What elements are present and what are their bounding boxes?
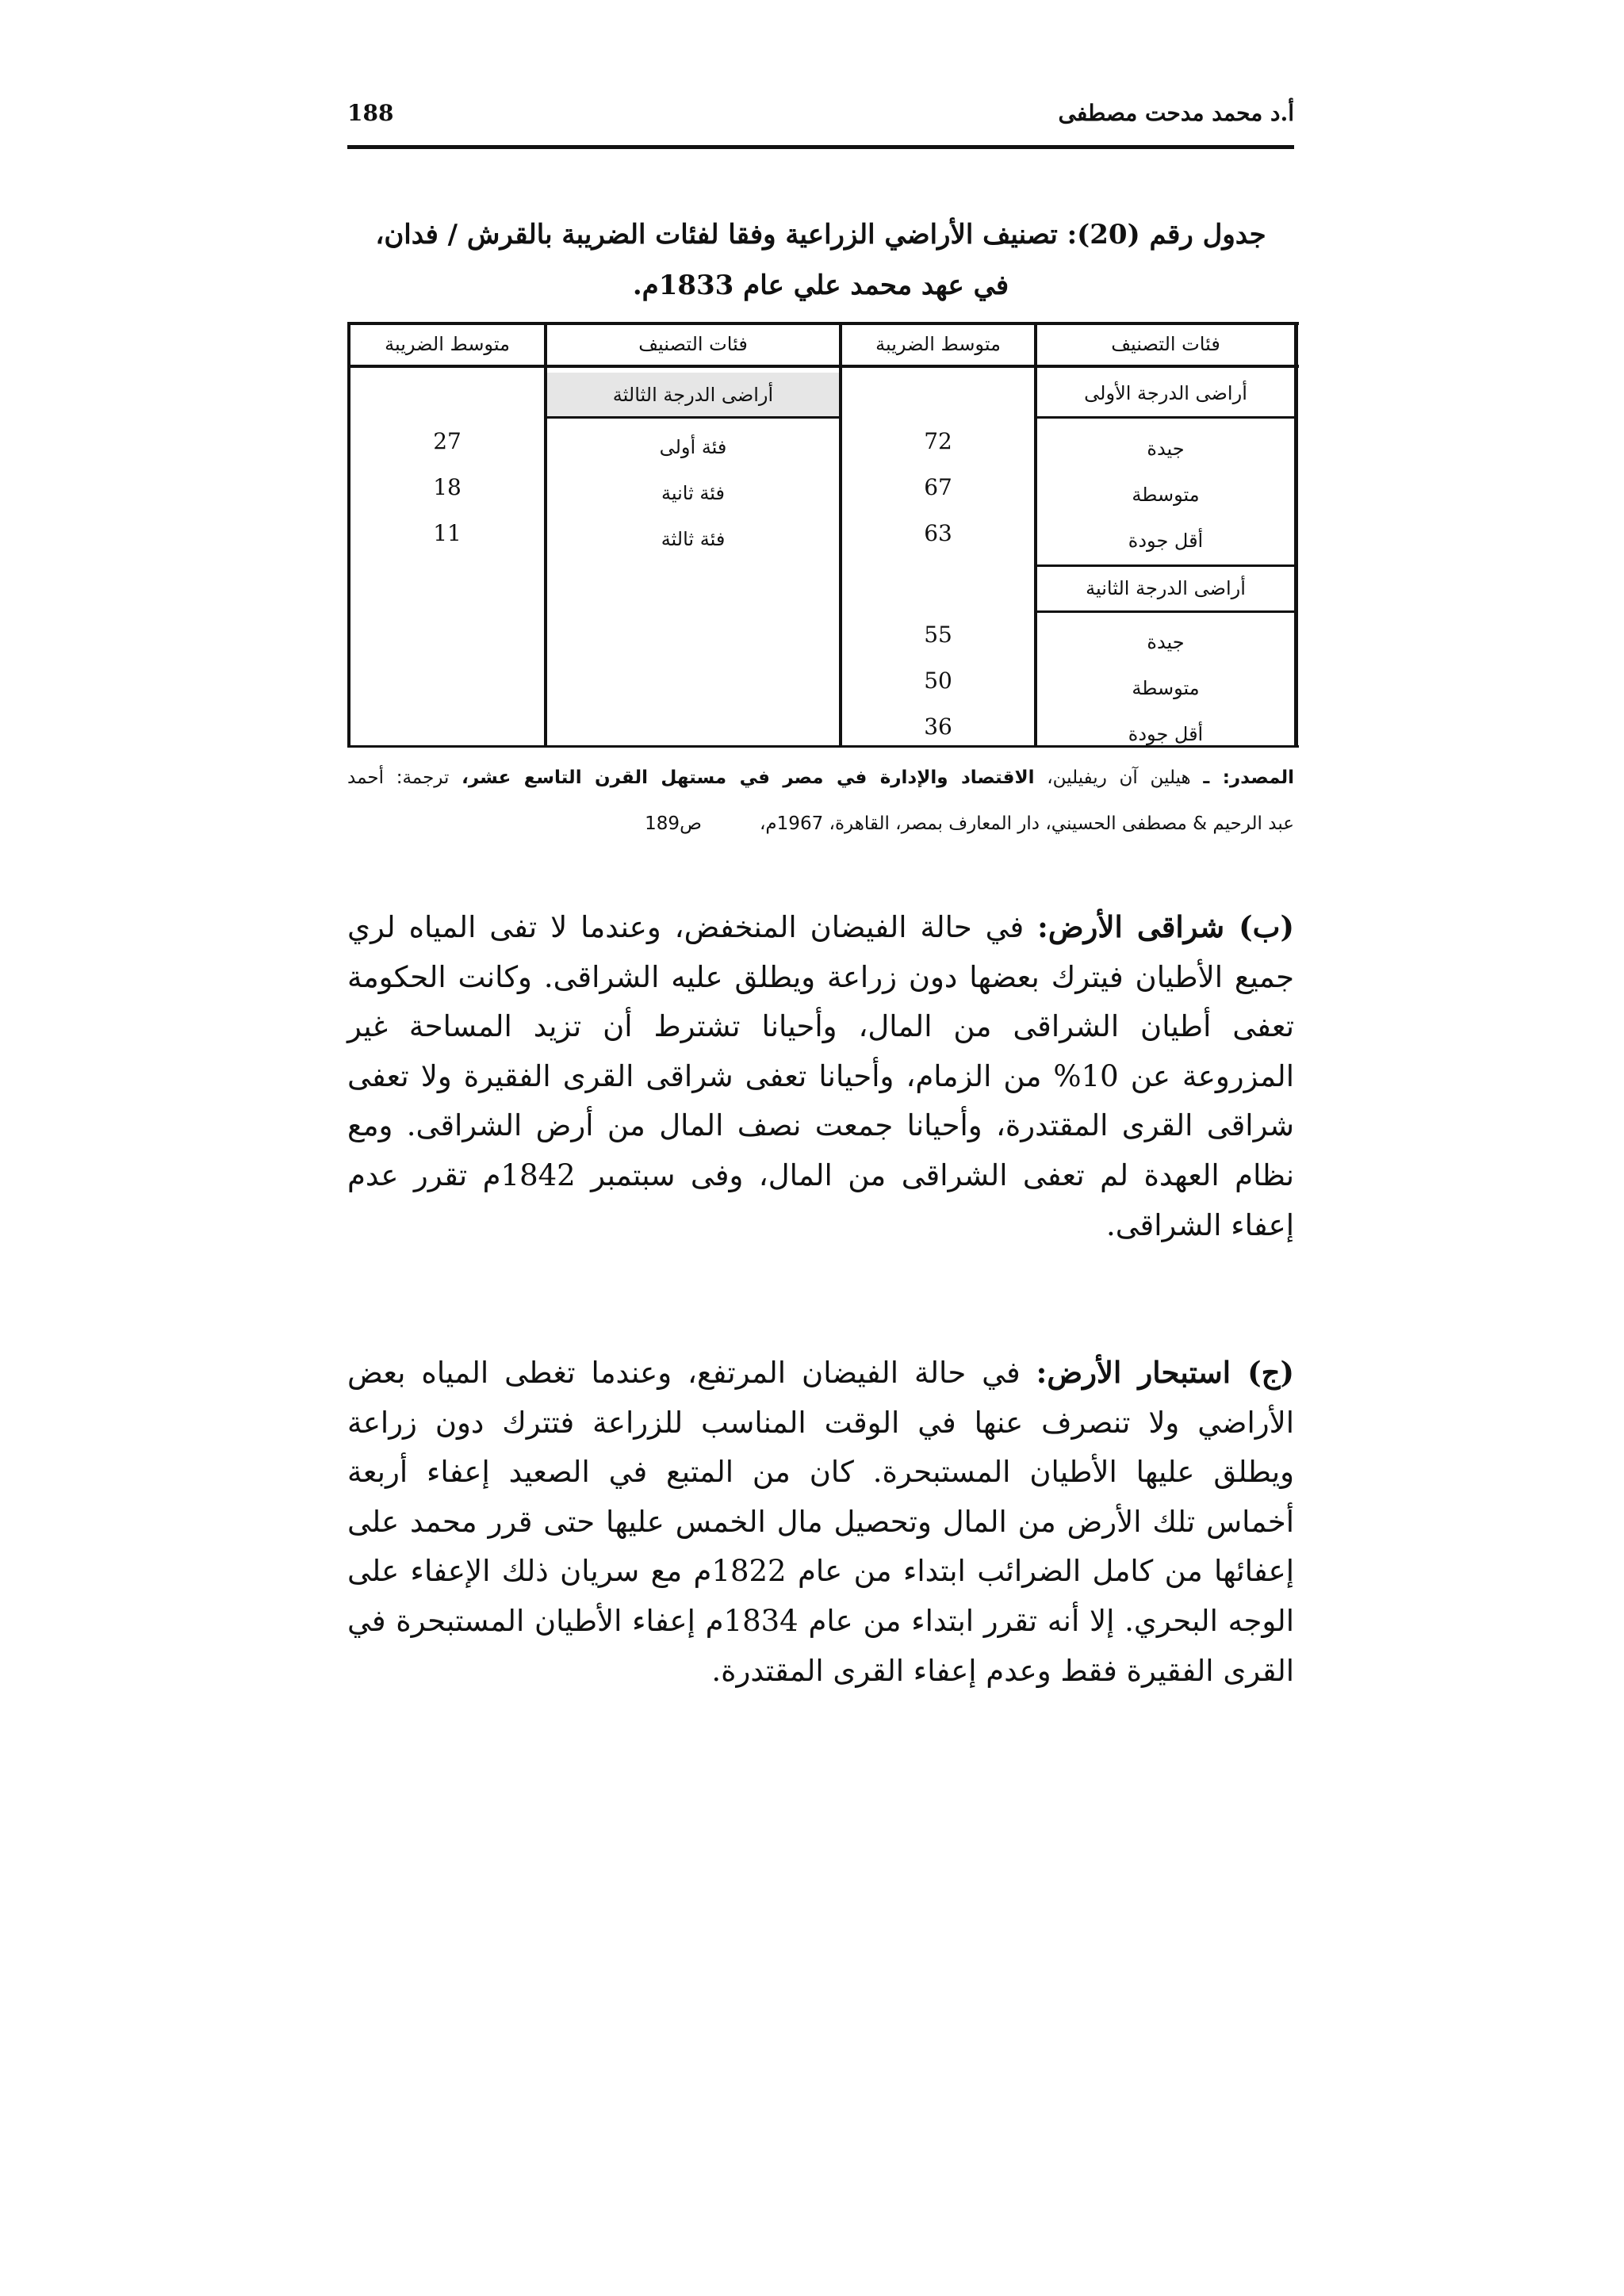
table-row-tax: 72 xyxy=(924,427,952,454)
paragraph-body: في حالة الفيضان المرتفع، وعندما تغطى المياه بعض الأراضي ولا تنصرف عنها في الوقت المناسب للزراعة فتترك دون زراعة ويطلق عليها الأطيان المستبحرة. كان من المتبع في الصعيد إعفاء أربعة أخماس تلك الأرض من المال وتحصيل مال الخمس عليها حتى قرر محمد على إعفائها من كامل الضرائب ابتداء من عام 1822م مع سريان ذلك الإعفاء على الوجه البحري. إلا أنه تقرر ابتداء من عام 1834م إعفاء الأطيان المستبحرة في القرى الفقيرة فقط وعدم إعفاء القرى المقتدرة. xyxy=(347,1356,1295,1688)
table-row-category: جيدة xyxy=(1147,631,1185,653)
paragraph-body: في حالة الفيضان المنخفض، وعندما لا تفى المياه لري جميع الأطيان فيترك بعضها دون زراعة ويطلق عليه الشراقى. وكانت الحكومة تعفى أطيان الشراقى من المال، وأحيانا تشترط أن تزيد المساحة غير المزروعة عن 10% من الزمام، وأحيانا تعفى شراقى القرى الفقيرة ولا تعفى شراقى القرى المقتدرة، وأحيانا جمعت نصف المال من أرض الشراقى. ومع نظام العهدة لم تعفى الشراقى من المال، وفى سبتمبر 1842م تقرر عدم إعفاء الشراقى. xyxy=(347,910,1294,1242)
table-row-category: متوسطة xyxy=(1132,677,1200,699)
paragraph-heading: (ب) شراقى الأرض: xyxy=(1037,909,1294,944)
group-box-line xyxy=(1037,564,1294,567)
table-row-category: متوسطة xyxy=(1132,484,1200,506)
table-row-category: جيدة xyxy=(1147,438,1185,460)
table-row-tax: 27 xyxy=(433,427,462,454)
table-row-category: فئة ثالثة xyxy=(661,528,726,550)
source-author: هيلين آن ريفيلين، xyxy=(1047,767,1191,788)
page-number: 188 xyxy=(347,100,394,126)
table-caption-line1: جدول رقم (20): تصنيف الأراضي الزراعية وفقا لفئات الضريبة بالقرش / فدان، xyxy=(375,219,1266,251)
group-header-second-grade: أراضى الدرجة الثانية xyxy=(1086,577,1246,599)
table-row-tax: 18 xyxy=(433,473,462,500)
table-row-category: فئة أولى xyxy=(659,436,727,458)
running-head: أ.د محمد مدحت مصطفى xyxy=(1058,100,1294,126)
group-box-line xyxy=(1037,416,1294,419)
table-row-tax: 67 xyxy=(924,473,952,500)
col-header-category-1: فئات التصنيف xyxy=(1111,333,1220,355)
source-publisher: عبد الرحيم & مصطفى الحسيني، دار المعارف بمصر، القاهرة، 1967م، xyxy=(760,813,1294,834)
col-header-tax-2: متوسط الضريبة xyxy=(385,333,510,355)
group-header-first-grade: أراضى الدرجة الأولى xyxy=(1084,382,1247,404)
group-header-third-grade: أراضى الدرجة الثالثة xyxy=(547,373,839,416)
source-note-line2 xyxy=(347,813,1294,834)
source-book-title: الاقتصاد والإدارة في مصر في مستهل القرن التاسع عشر، xyxy=(462,767,1035,788)
source-translation: ترجمة: أحمد xyxy=(347,767,450,788)
paragraph-istibhar xyxy=(347,1348,1294,1696)
paragraph-heading: (ج) استبحار الأرض: xyxy=(1036,1355,1295,1390)
table-row-tax: 55 xyxy=(924,621,952,648)
table-row-tax: 36 xyxy=(924,713,952,740)
group-box-line xyxy=(547,416,839,419)
table-caption-line2: في عهد محمد علي عام 1833م. xyxy=(632,270,1009,301)
table-row-category: أقل جودة xyxy=(1128,723,1204,745)
source-note-line1 xyxy=(347,767,1294,788)
table-row-tax: 11 xyxy=(433,519,462,546)
page-header xyxy=(347,100,1294,151)
table-row-tax: 63 xyxy=(924,519,952,546)
col-header-tax-1: متوسط الضريبة xyxy=(875,333,1001,355)
table-vline xyxy=(1294,322,1298,748)
header-rule xyxy=(347,145,1294,149)
table-header-border xyxy=(347,365,1299,368)
table-row-category: فئة ثانية xyxy=(661,482,725,504)
table-row-category: أقل جودة xyxy=(1128,530,1204,552)
group-box-line xyxy=(1037,610,1294,613)
col-header-category-2: فئات التصنيف xyxy=(638,333,748,355)
table-row-tax: 50 xyxy=(924,667,952,694)
paragraph-sharaqi xyxy=(347,902,1294,1250)
source-page: ص189 xyxy=(645,813,702,834)
source-label: المصدر: ـ xyxy=(1203,767,1295,788)
